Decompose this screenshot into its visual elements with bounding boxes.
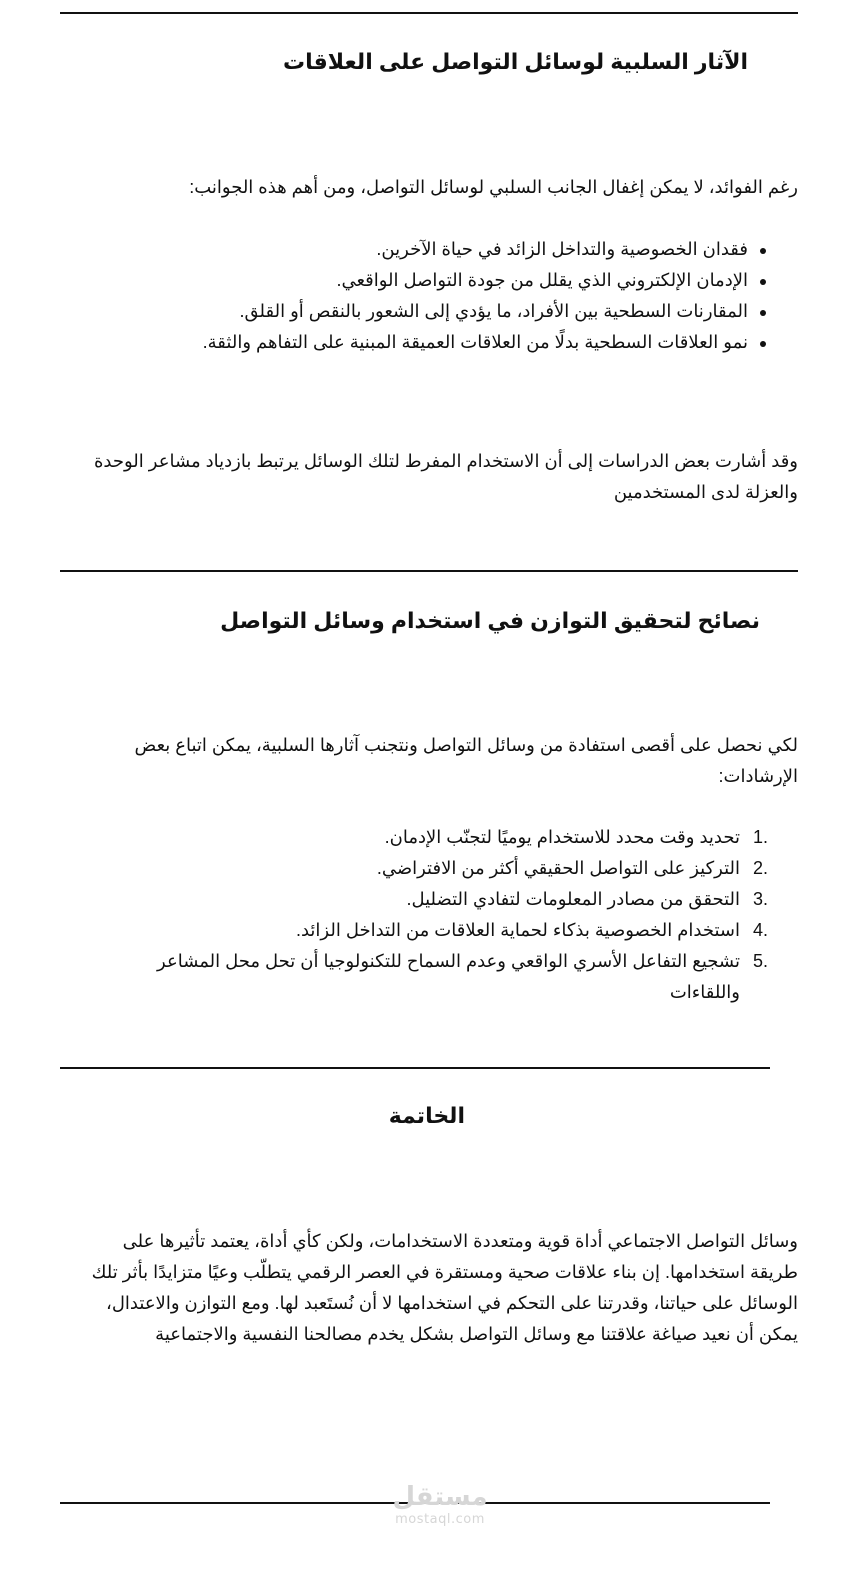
watermark-logo-text: مستقل <box>392 1482 488 1512</box>
balance-tips-intro: لكي نحصل على أقصى استفادة من وسائل التواصل ونتجنب آثارها السلبية، يمكن اتباع بعض الإرشادات: <box>134 735 798 786</box>
watermark-url: mostaql.com <box>395 1512 485 1527</box>
negative-effects-intro: رغم الفوائد، لا يمكن إغفال الجانب السلبي لوسائل التواصل، ومن أهم هذه الجوانب: <box>189 177 798 197</box>
list-item-number: 4. <box>752 920 768 940</box>
negative-effects-closing: وقد أشارت بعض الدراسات إلى أن الاستخدام المفرط لتلك الوسائل يرتبط بازدياد مشاعر الوحدة والعزلة لدى المستخدمين <box>94 451 798 502</box>
list-item-text: تحديد وقت محدد للاستخدام يوميًا لتجنّب الإدمان. <box>384 827 740 847</box>
list-item-text: تشجيع التفاعل الأسري الواقعي وعدم السماح للتكنولوجيا أن تحل محل المشاعر واللقاءات <box>157 951 740 1002</box>
list-item: فقدان الخصوصية والتداخل الزائد في حياة الآخرين. <box>108 234 768 265</box>
list-item <box>98 946 768 1008</box>
conclusion-body: وسائل التواصل الاجتماعي أداة قوية ومتعددة الاستخدامات، ولكن كأي أداة، يعتمد تأثيرها على طريقة استخدامها. إن بناء علاقات صحية ومستقرة في العصر الرقمي يتطلّب وعيًا متزايدًا بأثر تلك الوسائل على حياتنا، وقدرتنا على التحكم في استخدامها لا أن نُستَعبد لها. ومع التوازن والاعتدال، يمكن أن نعيد صياغة علاقتنا مع وسائل التواصل بشكل يخدم مصالحنا النفسية والاجتماعية <box>91 1231 798 1344</box>
list-item <box>98 915 768 946</box>
top-divider <box>60 12 798 14</box>
negative-effects-list <box>108 234 768 358</box>
list-item: نمو العلاقات السطحية بدلًا من العلاقات العميقة المبنية على التفاهم والثقة. <box>108 327 768 358</box>
list-item-number: 1. <box>752 827 768 847</box>
balance-tips-list <box>98 822 768 1008</box>
list-item-number: 3. <box>752 889 768 909</box>
section-divider <box>60 1067 770 1069</box>
list-item: المقارنات السطحية بين الأفراد، ما يؤدي إلى الشعور بالنقص أو القلق. <box>108 296 768 327</box>
list-item <box>98 884 768 915</box>
list-item <box>98 853 768 884</box>
section-title-balance-tips: نصائح لتحقيق التوازن في استخدام وسائل التواصل <box>220 608 760 633</box>
section-divider <box>60 570 798 572</box>
list-item-text: استخدام الخصوصية بذكاء لحماية العلاقات من التداخل الزائد. <box>295 920 740 940</box>
list-item <box>98 822 768 853</box>
section-title-negative-effects: الآثار السلبية لوسائل التواصل على العلاقات <box>283 49 748 74</box>
section-title-conclusion: الخاتمة <box>388 1103 465 1128</box>
list-item-number: 5. <box>752 951 768 971</box>
list-item-number: 2. <box>752 858 768 878</box>
list-item-text: التركيز على التواصل الحقيقي أكثر من الافتراضي. <box>376 858 740 878</box>
mostaql-watermark <box>340 1482 540 1528</box>
list-item: الإدمان الإلكتروني الذي يقلل من جودة التواصل الواقعي. <box>108 265 768 296</box>
list-item-text: التحقق من مصادر المعلومات لتفادي التضليل. <box>406 889 740 909</box>
